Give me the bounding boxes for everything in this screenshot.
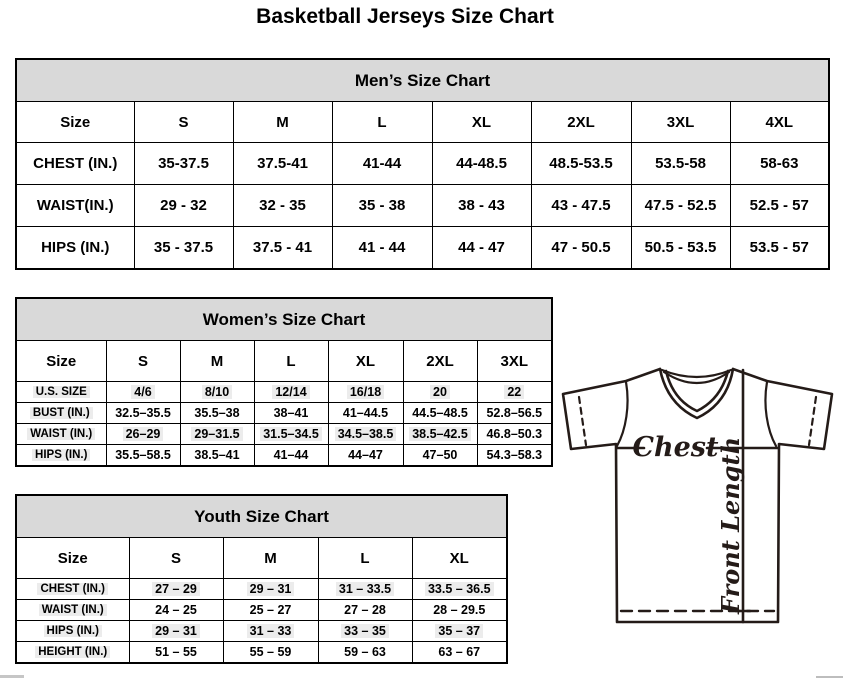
sleeve-cuff-dashed-left — [579, 397, 586, 445]
youth-value-cell — [318, 600, 412, 621]
value-text: 28 – 29.5 — [433, 603, 486, 617]
youth-row-label — [16, 642, 129, 664]
mens-value-cell — [531, 227, 631, 270]
value-text: 44-48.5 — [456, 155, 507, 172]
value-text: 47–50 — [422, 448, 458, 462]
womens-col-header-m: M — [180, 341, 254, 382]
mens-col-header-size: Size — [16, 102, 134, 143]
womens-value-cell — [254, 424, 328, 445]
mens-value-cell — [432, 185, 531, 227]
youth-col-header-l: L — [318, 538, 412, 579]
womens-col-header-2xl: 2XL — [403, 341, 477, 382]
value-text: 44 - 47 — [458, 239, 505, 256]
youth-row-label — [16, 579, 129, 600]
womens-value-cell — [403, 424, 477, 445]
mens-value-cell — [730, 227, 829, 270]
mens-row-label — [16, 143, 134, 185]
value-text: 37.5-41 — [257, 155, 308, 172]
value-text: 63 – 67 — [438, 645, 481, 659]
youth-col-header-m: M — [223, 538, 318, 579]
womens-row-label — [16, 445, 106, 467]
value-text: 33.5 – 36.5 — [425, 582, 494, 596]
row-label-text: WAIST(IN.) — [36, 197, 114, 214]
mens-row-label — [16, 227, 134, 270]
mens-col-header-2xl: 2XL — [531, 102, 631, 143]
youth-value-cell — [223, 600, 318, 621]
value-text: 59 – 63 — [344, 645, 386, 659]
value-text: 8/10 — [202, 385, 232, 399]
youth-value-cell — [318, 642, 412, 664]
womens-value-cell — [254, 445, 328, 467]
value-text: 35 - 37.5 — [153, 239, 214, 256]
value-text: 38.5–41 — [194, 448, 240, 462]
mens-size-table — [15, 58, 830, 270]
row-label-text: CHEST (IN.) — [37, 583, 108, 595]
row-label-text: U.S. SIZE — [33, 386, 90, 398]
mens-value-cell — [730, 185, 829, 227]
armhole-seam-left — [617, 382, 628, 446]
mens-value-cell — [233, 143, 332, 185]
value-text: 52.5 - 57 — [749, 197, 809, 214]
row-label-text: CHEST (IN.) — [33, 155, 118, 172]
youth-row — [16, 600, 507, 621]
value-text: 52.8–56.5 — [486, 406, 543, 420]
value-text: 32.5–35.5 — [115, 406, 171, 420]
row-label-text: WAIST (IN.) — [27, 428, 95, 440]
youth-row — [16, 579, 507, 600]
chest-measure-label: Chest — [632, 432, 719, 463]
womens-value-cell — [180, 445, 254, 467]
value-text: 4/6 — [131, 385, 154, 399]
youth-value-cell — [318, 621, 412, 642]
womens-value-cell — [328, 424, 403, 445]
value-text: 44–47 — [348, 448, 383, 462]
youth-size-table — [15, 494, 508, 664]
value-text: 35.5–38 — [194, 406, 240, 420]
mens-row-label — [16, 185, 134, 227]
womens-col-header-l: L — [254, 341, 328, 382]
value-text: 22 — [504, 385, 524, 399]
front-length-measure-label: Front Length — [716, 436, 745, 614]
mens-value-cell — [531, 143, 631, 185]
value-text: 48.5-53.5 — [549, 155, 613, 172]
value-text: 54.3–58.3 — [486, 448, 543, 462]
value-text: 29–31.5 — [191, 427, 242, 441]
womens-col-header-3xl: 3XL — [477, 341, 552, 382]
womens-value-cell — [328, 403, 403, 424]
womens-chart-title: Women’s Size Chart — [16, 298, 552, 341]
mens-value-cell — [134, 227, 233, 270]
womens-value-cell — [254, 403, 328, 424]
value-text: 29 – 31 — [247, 582, 295, 596]
value-text: 41-44 — [362, 155, 402, 172]
mens-value-cell — [432, 143, 531, 185]
mens-col-header-3xl: 3XL — [631, 102, 730, 143]
value-text: 43 - 47.5 — [551, 197, 611, 214]
scrollbar-fragment-right[interactable] — [816, 676, 843, 678]
youth-value-cell — [412, 642, 507, 664]
youth-col-header-size: Size — [16, 538, 129, 579]
value-text: 20 — [430, 385, 450, 399]
womens-value-cell — [106, 445, 180, 467]
mens-value-cell — [631, 227, 730, 270]
womens-row — [16, 382, 552, 403]
row-label-text: HIPS (IN.) — [32, 449, 90, 461]
mens-value-cell — [332, 227, 432, 270]
youth-value-cell — [412, 621, 507, 642]
jersey-measurement-diagram — [558, 360, 843, 662]
mens-value-cell — [332, 185, 432, 227]
value-text: 47 - 50.5 — [551, 239, 611, 256]
value-text: 35 – 37 — [435, 624, 483, 638]
value-text: 35 - 38 — [358, 197, 406, 214]
value-text: 46.8–50.3 — [486, 427, 543, 441]
value-text: 58-63 — [760, 155, 799, 172]
value-text: 26–29 — [123, 427, 164, 441]
mens-row — [16, 227, 829, 270]
womens-value-cell — [403, 382, 477, 403]
womens-col-header-size: Size — [16, 341, 106, 382]
womens-value-cell — [403, 445, 477, 467]
womens-row-label — [16, 382, 106, 403]
youth-value-cell — [223, 579, 318, 600]
youth-value-cell — [129, 579, 223, 600]
value-text: 32 - 35 — [259, 197, 306, 214]
youth-col-header-s: S — [129, 538, 223, 579]
womens-value-cell — [328, 445, 403, 467]
mens-value-cell — [631, 185, 730, 227]
mens-value-cell — [332, 143, 432, 185]
womens-value-cell — [477, 382, 552, 403]
value-text: 55 – 59 — [249, 645, 292, 659]
womens-value-cell — [180, 382, 254, 403]
womens-row — [16, 445, 552, 467]
youth-row — [16, 621, 507, 642]
mens-value-cell — [134, 143, 233, 185]
mens-col-header-4xl: 4XL — [730, 102, 829, 143]
row-label-text: BUST (IN.) — [30, 407, 93, 419]
womens-value-cell — [106, 382, 180, 403]
mens-value-cell — [631, 143, 730, 185]
mens-value-cell — [432, 227, 531, 270]
youth-value-cell — [129, 642, 223, 664]
value-text: 41–44.5 — [342, 406, 389, 420]
mens-row — [16, 143, 829, 185]
womens-row — [16, 424, 552, 445]
value-text: 35.5–58.5 — [115, 448, 171, 462]
youth-value-cell — [129, 621, 223, 642]
mens-col-header-m: M — [233, 102, 332, 143]
value-text: 37.5 - 41 — [252, 239, 313, 256]
mens-col-header-xl: XL — [432, 102, 531, 143]
value-text: 34.5–38.5 — [335, 427, 397, 441]
womens-row-label — [16, 424, 106, 445]
womens-value-cell — [180, 403, 254, 424]
value-text: 53.5 - 57 — [749, 239, 809, 256]
row-label-text: HIPS (IN.) — [41, 239, 110, 256]
value-text: 41 - 44 — [358, 239, 406, 256]
youth-value-cell — [223, 642, 318, 664]
womens-value-cell — [180, 424, 254, 445]
youth-value-cell — [129, 600, 223, 621]
womens-size-table — [15, 297, 553, 467]
value-text: 29 – 31 — [152, 624, 200, 638]
value-text: 31 – 33.5 — [336, 582, 394, 596]
womens-value-cell — [328, 382, 403, 403]
value-text: 29 - 32 — [160, 197, 207, 214]
value-text: 31 – 33 — [247, 624, 295, 638]
mens-value-cell — [730, 143, 829, 185]
value-text: 16/18 — [347, 385, 384, 399]
value-text: 38–41 — [273, 406, 309, 420]
womens-value-cell — [477, 445, 552, 467]
value-text: 25 – 27 — [249, 603, 292, 617]
womens-col-header-xl: XL — [328, 341, 403, 382]
value-text: 12/14 — [272, 385, 309, 399]
armhole-seam-right — [765, 382, 776, 446]
value-text: 53.5-58 — [655, 155, 706, 172]
value-text: 47.5 - 52.5 — [644, 197, 717, 214]
value-text: 27 – 29 — [152, 582, 200, 596]
womens-value-cell — [106, 424, 180, 445]
youth-chart-title: Youth Size Chart — [16, 495, 507, 538]
scrollbar-fragment-left[interactable] — [0, 675, 24, 678]
mens-value-cell — [531, 185, 631, 227]
womens-value-cell — [403, 403, 477, 424]
value-text: 44.5–48.5 — [412, 406, 468, 420]
value-text: 51 – 55 — [155, 645, 197, 659]
value-text: 35-37.5 — [158, 155, 209, 172]
mens-chart-title: Men’s Size Chart — [16, 59, 829, 102]
value-text: 27 – 28 — [344, 603, 386, 617]
jersey-outline — [563, 369, 832, 622]
womens-row-label — [16, 403, 106, 424]
youth-col-header-xl: XL — [412, 538, 507, 579]
value-text: 31.5–34.5 — [260, 427, 322, 441]
womens-value-cell — [477, 403, 552, 424]
youth-value-cell — [318, 579, 412, 600]
row-label-text: HEIGHT (IN.) — [35, 646, 110, 658]
womens-value-cell — [477, 424, 552, 445]
value-text: 24 – 25 — [155, 603, 197, 617]
youth-value-cell — [412, 600, 507, 621]
youth-row — [16, 642, 507, 664]
row-label-text: WAIST (IN.) — [39, 604, 107, 616]
mens-col-header-l: L — [332, 102, 432, 143]
mens-value-cell — [233, 185, 332, 227]
value-text: 41–44 — [273, 448, 309, 462]
youth-row-label — [16, 600, 129, 621]
value-text: 50.5 - 53.5 — [644, 239, 717, 256]
womens-value-cell — [106, 403, 180, 424]
womens-value-cell — [254, 382, 328, 403]
youth-row-label — [16, 621, 129, 642]
mens-value-cell — [134, 185, 233, 227]
womens-col-header-s: S — [106, 341, 180, 382]
womens-row — [16, 403, 552, 424]
value-text: 38.5–42.5 — [409, 427, 471, 441]
page-title: Basketball Jerseys Size Chart — [256, 5, 554, 28]
mens-row — [16, 185, 829, 227]
sleeve-cuff-dashed-right — [809, 397, 816, 445]
value-text: 38 - 43 — [458, 197, 505, 214]
mens-value-cell — [233, 227, 332, 270]
mens-col-header-s: S — [134, 102, 233, 143]
row-label-text: HIPS (IN.) — [44, 625, 102, 637]
youth-value-cell — [412, 579, 507, 600]
youth-value-cell — [223, 621, 318, 642]
value-text: 33 – 35 — [341, 624, 389, 638]
